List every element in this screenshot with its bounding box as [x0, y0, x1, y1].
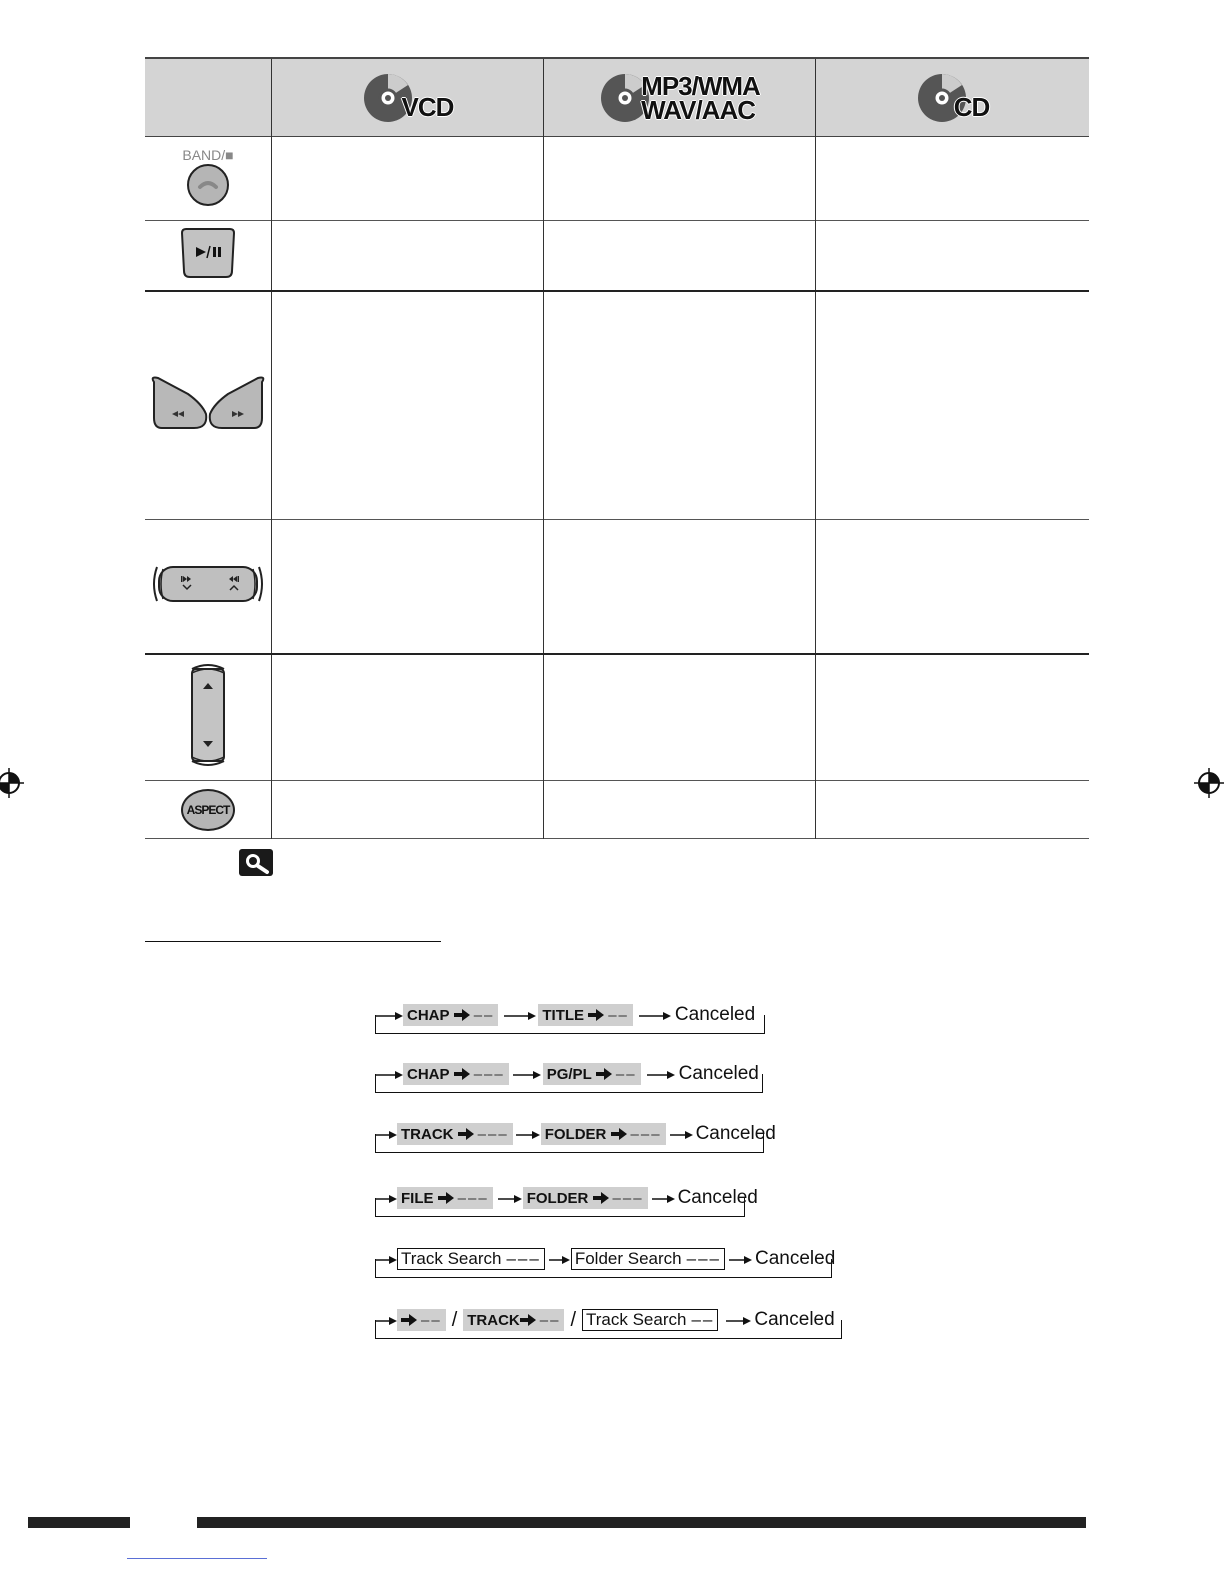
- arrow-icon: [633, 1009, 673, 1021]
- aspect-button-label: ASPECT: [186, 802, 230, 817]
- play-pause-button[interactable]: [178, 227, 238, 279]
- flow-chip: PG/PL ––: [543, 1063, 641, 1085]
- arrow-icon: [375, 1068, 403, 1080]
- flow-chip: TRACK ––: [463, 1309, 564, 1331]
- table-row: [145, 520, 1089, 654]
- registration-mark-icon: [0, 768, 24, 798]
- right-arrow-icon: [588, 1009, 604, 1021]
- flow-track-folder-search: [375, 1247, 835, 1271]
- flow-chip: TRACK –––: [397, 1123, 513, 1145]
- flow-chip: ––: [397, 1309, 446, 1331]
- track-mp3-cell: [544, 520, 816, 654]
- play-cd-cell: [816, 221, 1090, 291]
- band-stop-button[interactable]: [185, 163, 231, 207]
- up-down-slider[interactable]: [188, 663, 228, 767]
- table-row: [145, 221, 1089, 291]
- table-row: [145, 781, 1089, 839]
- band-cd-cell: [816, 137, 1090, 221]
- footer-bar-right: [197, 1517, 1086, 1528]
- header-cd-label: CD: [953, 91, 990, 122]
- band-vcd-cell: [272, 137, 544, 221]
- arrow-icon: [666, 1128, 694, 1140]
- skip-vcd-cell: [272, 291, 544, 520]
- header-vcd: [272, 58, 544, 137]
- aspect-cd-cell: [816, 781, 1090, 839]
- flow-chip: FOLDER –––: [541, 1123, 666, 1145]
- arrow-icon: [545, 1253, 571, 1265]
- band-stop-cell: [145, 137, 272, 221]
- header-vcd-label: VCD: [401, 91, 454, 122]
- track-up-down-buttons[interactable]: [153, 563, 263, 605]
- header-mp3-line2: WAV/AAC: [641, 94, 756, 125]
- header-mp3: [544, 58, 816, 137]
- aspect-mp3-cell: [544, 781, 816, 839]
- table-row: [145, 137, 1089, 221]
- arrow-icon: [498, 1009, 538, 1021]
- table-row: [145, 291, 1089, 520]
- arrow-icon: [641, 1068, 677, 1080]
- right-arrow-icon: [458, 1128, 474, 1140]
- flow-chip: TITLE ––: [538, 1004, 633, 1026]
- right-arrow-icon: [520, 1314, 536, 1326]
- section-rule: [145, 941, 441, 942]
- band-stop-label: BAND/■: [182, 147, 234, 163]
- track-cell: [145, 520, 272, 654]
- play-mp3-cell: [544, 221, 816, 291]
- header-empty-cell: [145, 58, 272, 137]
- skip-mp3-cell: [544, 291, 816, 520]
- updown-cell: [145, 654, 272, 781]
- arrow-icon: [513, 1128, 541, 1140]
- table-header-row: [145, 58, 1089, 137]
- aspect-cell: [145, 781, 272, 839]
- flow-chip: CHAP –––: [403, 1063, 509, 1085]
- right-arrow-icon: [401, 1314, 417, 1326]
- flow-vcd-chapter-pgpl: [375, 1062, 759, 1086]
- search-icon: [239, 849, 273, 876]
- flow-chip: FOLDER –––: [523, 1187, 648, 1209]
- track-cd-cell: [816, 520, 1090, 654]
- flow-canceled: Canceled: [674, 1004, 756, 1025]
- table-row: [145, 654, 1089, 781]
- registration-mark-icon: [1194, 768, 1224, 798]
- skip-cell: [145, 291, 272, 520]
- updown-mp3-cell: [544, 654, 816, 781]
- arrow-icon: [509, 1068, 543, 1080]
- band-mp3-cell: [544, 137, 816, 221]
- updown-vcd-cell: [272, 654, 544, 781]
- flow-chip: FILE –––: [397, 1187, 493, 1209]
- flow-chip: CHAP ––: [403, 1004, 498, 1026]
- right-arrow-icon: [596, 1068, 612, 1080]
- flow-box: Folder Search –––: [571, 1248, 725, 1270]
- flow-slash: /: [451, 1308, 458, 1331]
- flow-canceled: Canceled: [677, 1187, 758, 1208]
- header-cd: [816, 58, 1090, 137]
- flow-vcd-chapter-title: [375, 1003, 755, 1027]
- skip-buttons[interactable]: [148, 374, 268, 432]
- updown-cd-cell: [816, 654, 1090, 781]
- play-vcd-cell: [272, 221, 544, 291]
- aspect-vcd-cell: [272, 781, 544, 839]
- footer-bar-left: [28, 1517, 130, 1528]
- flow-canceled: Canceled: [678, 1063, 759, 1084]
- flow-file-folder: [375, 1186, 758, 1210]
- arrow-icon: [375, 1128, 397, 1140]
- arrow-icon: [493, 1192, 523, 1204]
- arrow-icon: [725, 1253, 753, 1265]
- flow-canceled: Canceled: [754, 1309, 835, 1330]
- arrow-icon: [718, 1314, 752, 1326]
- disc-operation-table: [145, 57, 1089, 839]
- arrow-icon: [375, 1253, 397, 1265]
- right-arrow-icon: [454, 1068, 470, 1080]
- arrow-icon: [375, 1009, 403, 1021]
- flow-slash: /: [570, 1308, 576, 1331]
- right-arrow-icon: [611, 1128, 627, 1140]
- flow-track-folder: [375, 1122, 776, 1146]
- play-pause-cell: [145, 221, 272, 291]
- skip-cd-cell: [816, 291, 1090, 520]
- flow-canceled: Canceled: [695, 1123, 776, 1144]
- right-arrow-icon: [454, 1009, 470, 1021]
- header-mp3-line1: MP3/WMA: [641, 70, 760, 101]
- footer-link-underline: [127, 1558, 267, 1559]
- flow-box: Track Search ––: [582, 1309, 718, 1331]
- arrow-icon: [648, 1192, 676, 1204]
- flow-canceled: Canceled: [755, 1248, 836, 1269]
- flow-box: Track Search –––: [397, 1248, 545, 1270]
- arrow-icon: [375, 1314, 397, 1326]
- right-arrow-icon: [438, 1192, 454, 1204]
- arrow-icon: [375, 1192, 397, 1204]
- aspect-button[interactable]: [181, 789, 235, 831]
- track-vcd-cell: [272, 520, 544, 654]
- right-arrow-icon: [593, 1192, 609, 1204]
- flow-direct-track-search: [375, 1308, 835, 1332]
